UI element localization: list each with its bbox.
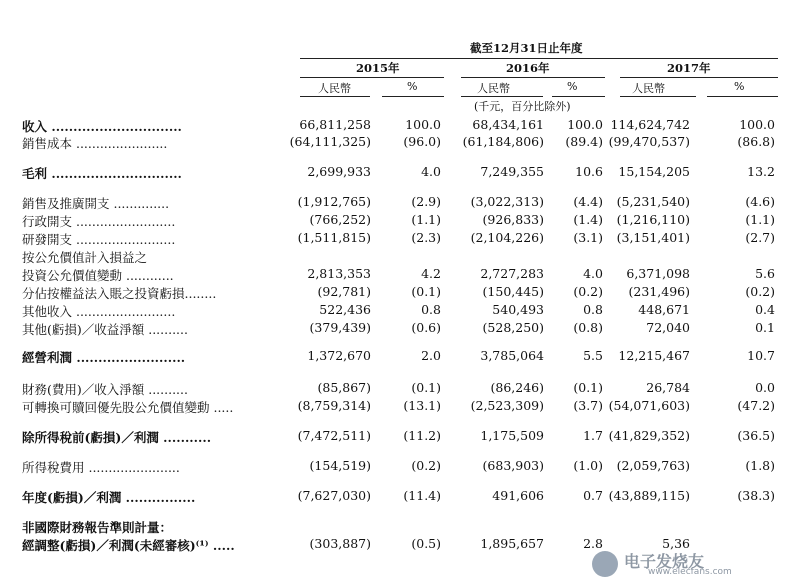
unit-note: (千元，百分比除外) [474, 100, 571, 113]
watermark-logo-icon [592, 551, 618, 577]
row-value: 10.7 [747, 348, 775, 363]
row-value: 4.2 [421, 266, 441, 281]
row-label: 經調整(虧損)／利潤(未經審核)⁽¹⁾ ..... [22, 538, 235, 553]
row-label: 年度(虧損)／利潤 ................ [22, 490, 196, 505]
row-value: 1,895,657 [480, 536, 544, 551]
row-value: (0.1) [411, 284, 441, 299]
row-value: (528,250) [482, 320, 544, 335]
row-value: 2,727,283 [480, 266, 544, 281]
row-value: 448,671 [638, 302, 690, 317]
rmb-header-2016: 人民幣 [477, 82, 510, 95]
rmb-header-2015: 人民幣 [318, 82, 351, 95]
row-value: (1.1) [411, 212, 441, 227]
row-label: 非國際財務報告準則計量： [22, 520, 173, 535]
row-value: (86.8) [737, 134, 775, 149]
row-value: (96.0) [403, 134, 441, 149]
sub-rule-c [461, 96, 543, 97]
row-value: (0.8) [573, 320, 603, 335]
row-value: 66,811,258 [299, 117, 371, 132]
row-value: (3.1) [573, 230, 603, 245]
row-label: 按公允價值計入損益之 [22, 250, 148, 265]
sub-rule-f [707, 96, 778, 97]
row-value: 0.4 [755, 302, 775, 317]
row-label: 研發開支 ......................... [22, 232, 176, 247]
row-value: (303,887) [309, 536, 371, 551]
row-value: 491,606 [492, 488, 544, 503]
row-value: 0.8 [421, 302, 441, 317]
row-value: (0.6) [411, 320, 441, 335]
row-value: (1.8) [745, 458, 775, 473]
watermark [592, 549, 792, 579]
year-rule-2015 [300, 77, 444, 78]
row-value: 5.6 [755, 266, 775, 281]
row-label: 分佔按權益法入賬之投資虧損........ [22, 286, 217, 301]
pct-header-2016: % [567, 80, 578, 93]
row-value: (3,151,401) [616, 230, 690, 245]
row-value: (99,470,537) [608, 134, 690, 149]
pct-header-2017: % [734, 80, 745, 93]
row-value: 13.2 [747, 164, 775, 179]
row-value: 2.8 [583, 536, 603, 551]
row-value: 4.0 [421, 164, 441, 179]
row-value: (926,833) [482, 212, 544, 227]
row-value: (92,781) [317, 284, 371, 299]
pct-header-2015: % [407, 80, 418, 93]
row-value: (2.9) [411, 194, 441, 209]
row-value: 1,372,670 [307, 348, 371, 363]
header-rule [300, 58, 778, 59]
row-label: 銷售成本 ....................... [22, 136, 168, 151]
row-value: (4.4) [573, 194, 603, 209]
rmb-header-2017: 人民幣 [632, 82, 665, 95]
row-value: 68,434,161 [472, 117, 544, 132]
row-value: (1.0) [573, 458, 603, 473]
row-value: 0.8 [583, 302, 603, 317]
row-value: 7,249,355 [480, 164, 544, 179]
row-value: 5.5 [583, 348, 603, 363]
row-value: (231,496) [628, 284, 690, 299]
watermark-url: www.elecfans.com [648, 567, 732, 577]
row-label: 投資公允價值變動 ............ [22, 268, 174, 283]
row-value: (1.1) [745, 212, 775, 227]
row-value: (0.1) [411, 380, 441, 395]
period-header: 截至12月31日止年度 [470, 41, 583, 55]
row-value: 2,699,933 [307, 164, 371, 179]
row-value: (7,627,030) [297, 488, 371, 503]
row-value: (1,511,815) [297, 230, 371, 245]
row-value: (1,912,765) [297, 194, 371, 209]
row-value: 100.0 [405, 117, 441, 132]
row-value: (41,829,352) [608, 428, 690, 443]
row-value: 114,624,742 [610, 117, 690, 132]
row-value: (0.2) [573, 284, 603, 299]
row-value: 100.0 [739, 117, 775, 132]
row-value: (38.3) [737, 488, 775, 503]
row-value: 522,436 [319, 302, 371, 317]
row-value: (43,889,115) [608, 488, 690, 503]
row-value: 0.7 [583, 488, 603, 503]
row-value: 2.0 [421, 348, 441, 363]
row-value: (89.4) [565, 134, 603, 149]
row-value: (2,104,226) [470, 230, 544, 245]
row-label: 銷售及推廣開支 .............. [22, 196, 170, 211]
row-value: (1,216,110) [616, 212, 690, 227]
sub-rule-b [382, 96, 444, 97]
row-value: (86,246) [490, 380, 544, 395]
row-value: 100.0 [567, 117, 603, 132]
row-value: 4.0 [583, 266, 603, 281]
sub-rule-e [620, 96, 696, 97]
row-value: (1.4) [573, 212, 603, 227]
sub-rule-d [552, 96, 605, 97]
row-value: 1.7 [583, 428, 603, 443]
row-value: (11.4) [403, 488, 441, 503]
row-value: (13.1) [403, 398, 441, 413]
row-value: 72,040 [646, 320, 690, 335]
year-2017: 2017年 [667, 61, 711, 75]
year-rule-2016 [461, 77, 605, 78]
row-value: (2,059,763) [616, 458, 690, 473]
row-value: (11.2) [403, 428, 441, 443]
row-label: 其他(虧損)／收益淨額 .......... [22, 322, 188, 337]
row-label: 所得稅費用 ....................... [22, 460, 180, 475]
row-value: (47.2) [737, 398, 775, 413]
row-label: 可轉換可贖回優先股公允價值變動 ..... [22, 400, 234, 415]
row-value: (0.2) [411, 458, 441, 473]
row-value: (683,903) [482, 458, 544, 473]
row-label: 財務(費用)／收入淨額 .......... [22, 382, 188, 397]
row-value: 0.1 [755, 320, 775, 335]
row-value: (2,523,309) [470, 398, 544, 413]
row-value: (150,445) [482, 284, 544, 299]
row-value: (2.3) [411, 230, 441, 245]
row-value: (64,111,325) [289, 134, 371, 149]
year-2015: 2015年 [356, 61, 400, 75]
row-value: (36.5) [737, 428, 775, 443]
row-value: (2.7) [745, 230, 775, 245]
row-value: 2,813,353 [307, 266, 371, 281]
row-value: 5,36 [662, 536, 690, 551]
row-value: 10.6 [575, 164, 603, 179]
row-value: (3,022,313) [470, 194, 544, 209]
row-value: (61,184,806) [462, 134, 544, 149]
row-label: 收入 .............................. [22, 119, 182, 134]
row-value: (85,867) [317, 380, 371, 395]
sub-rule-a [300, 96, 370, 97]
row-label: 除所得稅前(虧損)／利潤 ........... [22, 430, 212, 445]
row-value: 15,154,205 [618, 164, 690, 179]
row-label: 行政開支 ......................... [22, 214, 176, 229]
row-value: 540,493 [492, 302, 544, 317]
row-value: (379,439) [309, 320, 371, 335]
row-value: (3.7) [573, 398, 603, 413]
row-label: 經營利潤 ......................... [22, 350, 186, 365]
row-value: (5,231,540) [616, 194, 690, 209]
year-2016: 2016年 [506, 61, 550, 75]
row-value: (766,252) [309, 212, 371, 227]
row-value: (0.5) [411, 536, 441, 551]
row-value: (54,071,603) [608, 398, 690, 413]
row-value: (0.1) [573, 380, 603, 395]
row-value: (8,759,314) [297, 398, 371, 413]
row-label: 毛利 .............................. [22, 166, 182, 181]
row-value: 0.0 [755, 380, 775, 395]
row-value: 6,371,098 [626, 266, 690, 281]
row-value: (0.2) [745, 284, 775, 299]
row-value: 3,785,064 [480, 348, 544, 363]
row-value: 1,175,509 [480, 428, 544, 443]
year-rule-2017 [620, 77, 778, 78]
row-value: (4.6) [745, 194, 775, 209]
row-value: 26,784 [646, 380, 690, 395]
row-value: (7,472,511) [297, 428, 371, 443]
row-label: 其他收入 ......................... [22, 304, 176, 319]
row-value: 12,215,467 [618, 348, 690, 363]
watermark-text: 电子发烧友 [624, 552, 705, 571]
row-value: (154,519) [309, 458, 371, 473]
